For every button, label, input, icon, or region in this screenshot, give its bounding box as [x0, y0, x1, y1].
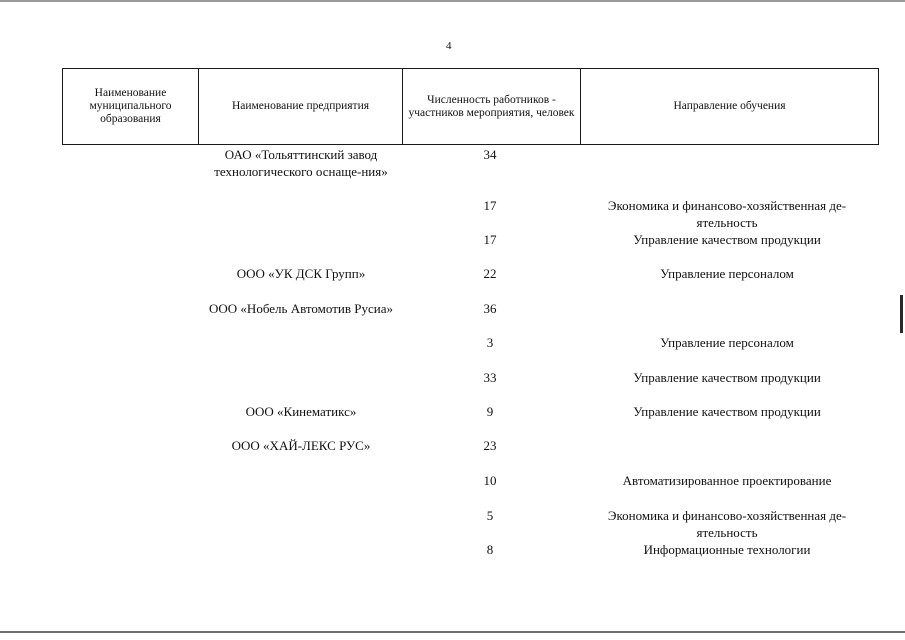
row-count: 3: [486, 335, 494, 350]
row-count: 17: [483, 232, 497, 247]
header-enterprise: Наименование предприятия: [199, 69, 403, 144]
row-enterprise: ООО «Кинематикс»: [245, 404, 357, 419]
row-enterprise: ОАО «Тольяттинский завод технологического оснаще-ния»: [214, 147, 388, 179]
header-direction: Направление обучения: [673, 100, 786, 112]
row-enterprise: ООО «ХАЙ-ЛЕКС РУС»: [231, 438, 371, 453]
row-count: 17: [483, 198, 497, 213]
row-count: 36: [483, 301, 497, 316]
row-count: 10: [483, 473, 497, 488]
header-municipality: Наименование муниципального образования: [63, 69, 199, 144]
row-direction: Управление качеством продукции: [633, 370, 821, 385]
header-count: Численность работников - участников мероприятия, человек: [403, 69, 581, 144]
scan-right-edge-mark: [900, 295, 903, 333]
row-direction: Экономика и финансово-хозяйственная де-ятельность: [607, 198, 847, 230]
row-count: 9: [486, 404, 494, 419]
row-count: 5: [486, 508, 494, 523]
row-direction: Управление персоналом: [660, 335, 794, 350]
row-direction: Управление качеством продукции: [633, 232, 821, 247]
row-direction: Экономика и финансово-хозяйственная де-ятельность: [607, 508, 847, 540]
row-enterprise: ООО «УК ДСК Групп»: [236, 266, 366, 281]
table-header: [62, 68, 879, 145]
row-direction: Автоматизированное проектирование: [622, 473, 832, 488]
row-direction: Управление качеством продукции: [633, 404, 821, 419]
row-count: 8: [486, 542, 494, 557]
scan-bottom-edge: [0, 631, 905, 633]
row-direction: Управление персоналом: [660, 266, 794, 281]
row-count: 23: [483, 438, 497, 453]
row-count: 34: [483, 147, 497, 162]
scan-top-edge: [0, 0, 905, 2]
page-number: 4: [446, 40, 452, 52]
row-count: 22: [483, 266, 497, 281]
row-direction: Информационные технологии: [643, 542, 811, 557]
row-enterprise: ООО «Нобель Автомотив Русиа»: [209, 301, 393, 316]
row-count: 33: [483, 370, 497, 385]
